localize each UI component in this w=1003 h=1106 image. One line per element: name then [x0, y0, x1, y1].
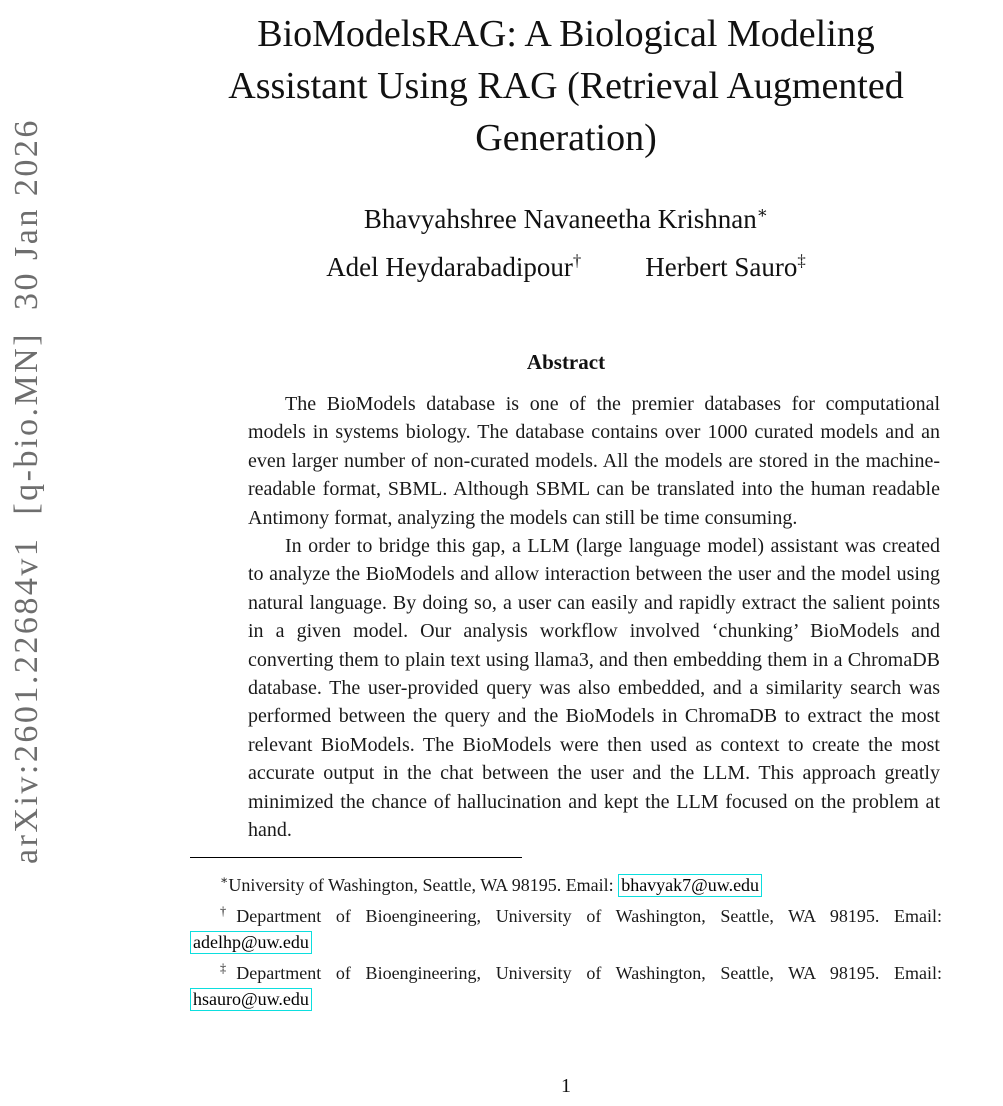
- paper-title-line-3: Generation): [475, 117, 657, 159]
- paper-title: [124, 0, 1003, 164]
- footnote: [190, 955, 942, 1012]
- footnote-rule: [190, 857, 522, 858]
- footnote: [190, 867, 942, 898]
- footnote-marker: †: [220, 903, 237, 918]
- footnote-marker: ‡: [220, 960, 237, 975]
- author-line-2: [190, 240, 942, 288]
- author-name: Herbert Sauro: [645, 252, 798, 282]
- abstract-paragraph: The BioModels database is one of the premier databases for computational models in systems biology. The database contains over 1000 curated models and an even larger number of non-curated models. All the models are stored in the machine-readable format, SBML. Although SBML can be translated into the human readable Antimony format, analyzing the models can still be time consuming.: [248, 393, 940, 529]
- author-footnote-marker: ‡: [797, 251, 806, 270]
- author-footnote-marker: †: [572, 251, 582, 270]
- abstract-heading: Abstract: [526, 350, 606, 374]
- footnote-email-link[interactable]: bhavyak7@uw.edu: [618, 874, 762, 897]
- author-footnote-marker: ∗: [756, 203, 769, 222]
- page-number: 1: [561, 1075, 571, 1097]
- paper-title-line-2: Assistant Using RAG (Retrieval Augmented: [228, 65, 904, 107]
- footnote-marker: ∗: [220, 872, 229, 887]
- footnote-text: Department of Bioengineering, University of Washington, Seattle, WA 98195. Email:: [236, 905, 942, 926]
- paper-title-line-1: BioModelsRAG: A Biological Modeling: [257, 13, 875, 55]
- abstract-paragraph: In order to bridge this gap, a LLM (large language model) assistant was created to analyze the BioModels and allow interaction between the user and the model using natural language. By doing so, a user can easily and rapidly extract the salient points in a given model. Our analysis workflow involved ‘chunking’ BioModels and converting them to plain text using llama3, and then embedding them in a ChromaDB database. The user-provided query was also embedded, and a similarity search was performed between the query and the BioModels in ChromaDB to extract the most relevant BioModels. The BioModels were then used as context to create the most accurate output in the chat between the user and the LLM. This approach greatly minimized the chance of hallucination and kept the LLM focused on the problem at hand.: [248, 535, 940, 842]
- footnotes-block: [190, 867, 942, 1012]
- footnote-text: Department of Bioengineering, University of Washington, Seattle, WA 98195. Email:: [236, 962, 942, 983]
- footnote: [190, 898, 942, 955]
- arxiv-watermark: arXiv:2601.22684v1 [q-bio.MN] 30 Jan 2026: [8, 118, 45, 864]
- footnote-email-link[interactable]: hsauro@uw.edu: [190, 988, 312, 1011]
- footnote-text: University of Washington, Seattle, WA 98195. Email:: [228, 874, 619, 895]
- abstract-body: [248, 390, 940, 845]
- author-name: Bhavyahshree Navaneetha Krishnan: [363, 204, 757, 234]
- author-name: Adel Heydarabadipour: [326, 252, 573, 282]
- paper-content: [190, 0, 942, 1012]
- authors-block: [190, 192, 942, 288]
- author-line-1: [190, 192, 942, 240]
- footnote-email-link[interactable]: adelhp@uw.edu: [190, 931, 312, 954]
